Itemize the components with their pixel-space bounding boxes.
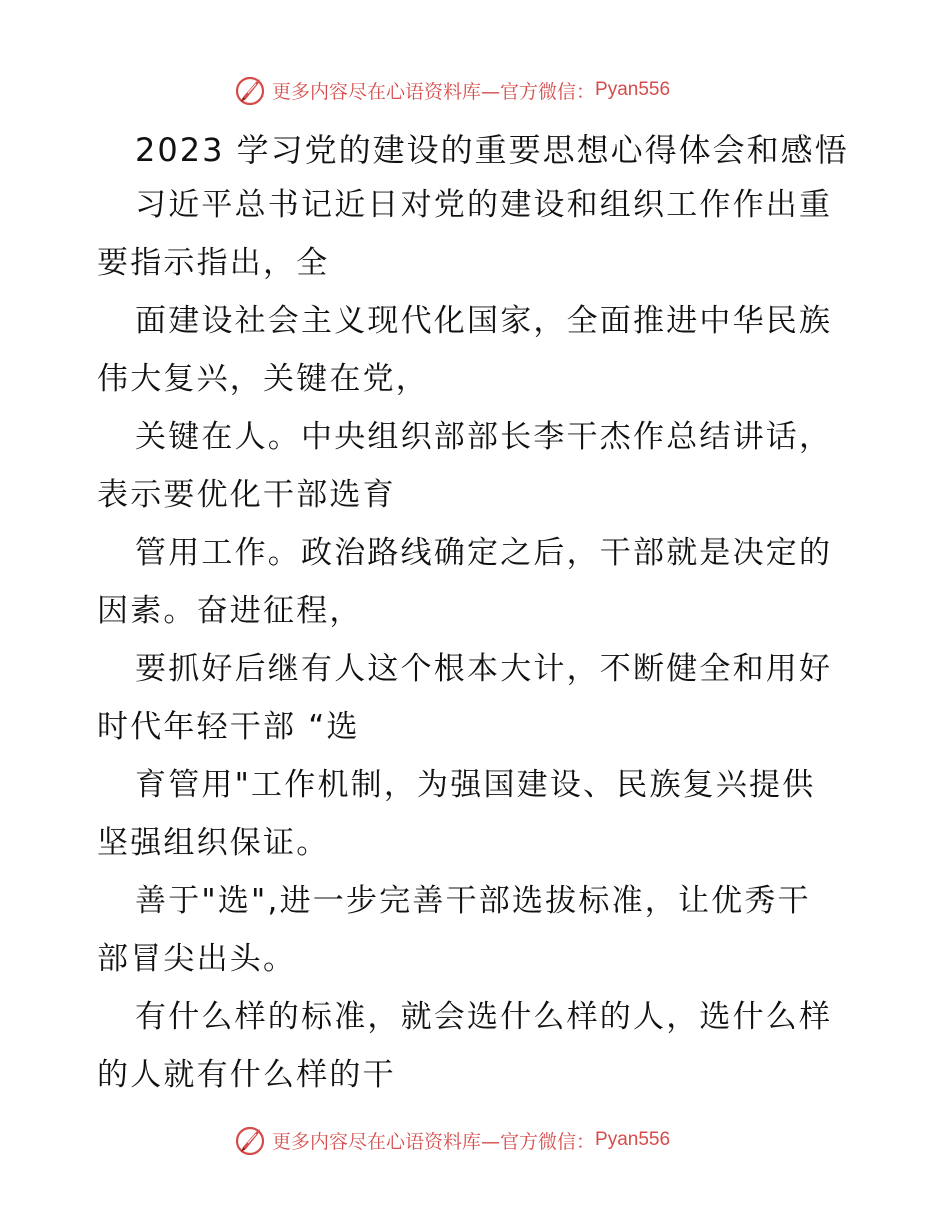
paragraph-line: 关键在人。中央组织部部长李干杰作总结讲话， xyxy=(135,419,833,455)
paragraph-line: 坚强组织保证。 xyxy=(97,825,330,861)
footer-banner xyxy=(234,1122,670,1158)
banner-promo-text: 更多内容尽在心语资料库—官方微信： xyxy=(272,80,596,103)
document-title: 2023 学习党的建设的重要思想心得体会和感悟 xyxy=(135,131,849,169)
paragraph-line: 要指示指出，全 xyxy=(97,245,330,281)
paragraph-line: 要抓好后继有人这个根本大计，不断健全和用好 xyxy=(135,651,833,687)
banner-promo-text: 更多内容尽在心语资料库—官方微信： xyxy=(272,1130,596,1153)
paragraph xyxy=(97,176,857,292)
paragraph xyxy=(97,872,857,988)
paragraph-line: 习近平总书记近日对党的建设和组织工作作出重 xyxy=(135,187,833,223)
paragraph-line: 育管用"工作机制，为强国建设、民族复兴提供 xyxy=(135,767,816,803)
document-body xyxy=(97,124,857,1104)
quill-pen-logo-icon xyxy=(234,1123,268,1157)
paragraph-line: 管用工作。政治路线确定之后，干部就是决定的 xyxy=(135,535,833,571)
paragraph-line: 表示要优化干部选育 xyxy=(97,477,396,513)
paragraph-line: 时代年轻干部 “选 xyxy=(97,709,360,745)
paragraph-line: 因素。奋进征程， xyxy=(97,593,363,629)
paragraph xyxy=(97,640,857,756)
paragraph xyxy=(97,292,857,408)
banner-wechat-id: Pyan556 xyxy=(595,1129,671,1150)
paragraph-line: 部冒尖出头。 xyxy=(97,941,297,977)
header-banner xyxy=(234,72,670,108)
paragraph xyxy=(97,524,857,640)
paragraph xyxy=(97,408,857,524)
paragraph xyxy=(97,988,857,1104)
paragraph-line: 有什么样的标准，就会选什么样的人，选什么样 xyxy=(135,999,833,1035)
paragraph-line: 伟大复兴，关键在党， xyxy=(97,361,429,397)
paragraph xyxy=(97,756,857,872)
quill-pen-logo-icon xyxy=(234,73,268,107)
paragraph-line: 善于"选",进一步完善干部选拔标准，让优秀干 xyxy=(135,883,811,919)
paragraph-line: 面建设社会主义现代化国家，全面推进中华民族 xyxy=(135,303,833,339)
paragraph-line: 的人就有什么样的干 xyxy=(97,1057,396,1093)
banner-wechat-id: Pyan556 xyxy=(595,79,671,100)
